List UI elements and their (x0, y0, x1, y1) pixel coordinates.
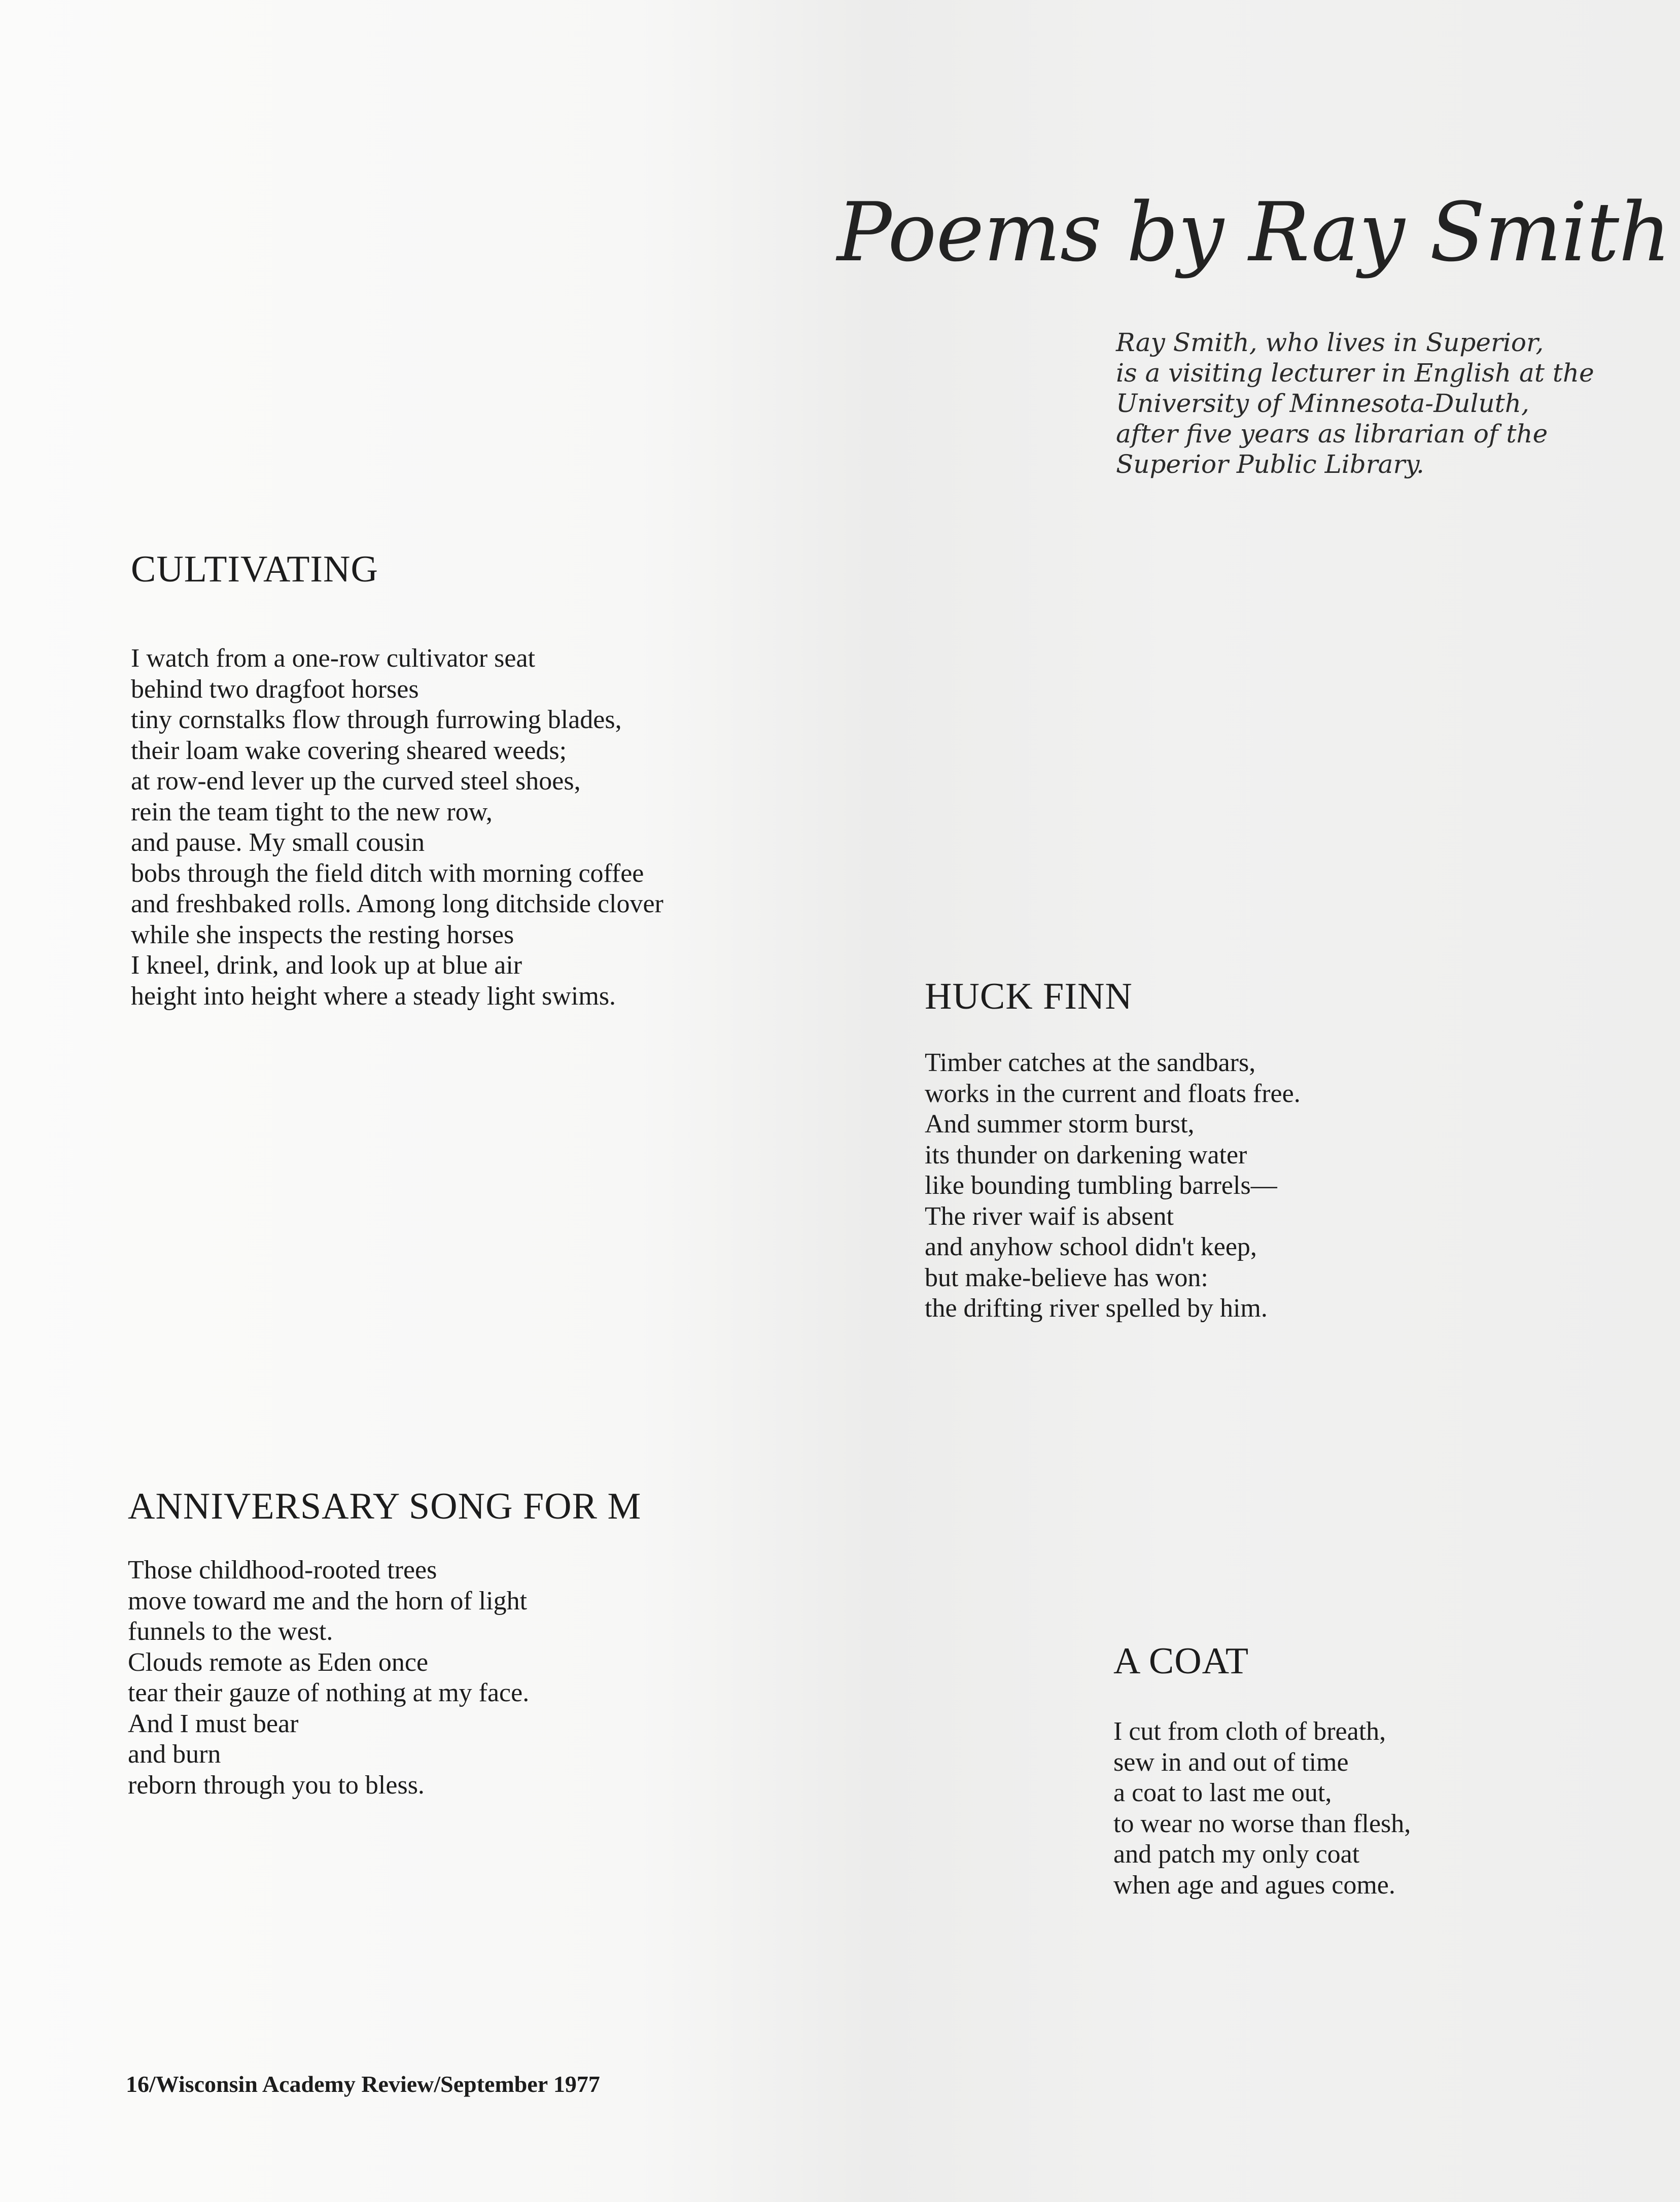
poem-line: sew in and out of time (1113, 1747, 1349, 1777)
page-footer: 16/Wisconsin Academy Review/September 1977 (126, 2071, 600, 2097)
poem-line: Those childhood-rooted trees (128, 1556, 437, 1585)
author-bio (1116, 327, 1594, 479)
poem-line: Clouds remote as Eden once (128, 1647, 429, 1677)
poem-line: The river waif is absent (925, 1201, 1174, 1231)
poem-line: while she inspects the resting horses (131, 920, 514, 949)
poem-line: height into height where a steady light swims. (131, 981, 616, 1011)
poem-line: and freshbaked rolls. Among long ditchside clover (131, 889, 663, 918)
poem-line: and anyhow school didn't keep, (925, 1232, 1257, 1261)
poem-body-huck-finn (925, 1048, 1301, 1324)
poem-line: Timber catches at the sandbars, (925, 1048, 1256, 1077)
bio-line: Superior Public Library. (1116, 450, 1424, 479)
poem-line: I kneel, drink, and look up at blue air (131, 951, 522, 980)
poem-line: And summer storm burst, (925, 1110, 1195, 1139)
poem-line: works in the current and floats free. (925, 1079, 1301, 1108)
poem-line: funnels to the west. (128, 1617, 333, 1646)
poem-line: its thunder on darkening water (925, 1140, 1247, 1169)
poem-body-cultivating (131, 643, 663, 1012)
poem-body-anniversary-song (128, 1555, 529, 1801)
poem-title-cultivating: CULTIVATING (131, 548, 378, 590)
poem-line: tiny cornstalks flow through furrowing blades, (131, 705, 622, 734)
poem-line: to wear no worse than flesh, (1113, 1809, 1411, 1838)
poem-body-a-coat (1113, 1716, 1411, 1901)
bio-line: after five years as librarian of the (1116, 419, 1548, 449)
poem-line: tear their gauze of nothing at my face. (128, 1678, 530, 1707)
poem-line: rein the team tight to the new row, (131, 797, 493, 827)
poem-title-a-coat: A COAT (1113, 1640, 1249, 1682)
bio-line: Ray Smith, who lives in Superior, (1116, 328, 1544, 357)
poem-title-huck-finn: HUCK FINN (925, 976, 1133, 1017)
poem-line: at row-end lever up the curved steel shoes, (131, 767, 581, 796)
poem-line: a coat to last me out, (1113, 1778, 1332, 1807)
poem-line: bobs through the field ditch with morning coffee (131, 858, 644, 888)
poem-line: their loam wake covering sheared weeds; (131, 736, 567, 765)
poem-title-anniversary-song: ANNIVERSARY SONG FOR M (128, 1486, 642, 1527)
poem-line: move toward me and the horn of light (128, 1586, 528, 1615)
page-title: Poems by Ray Smith (837, 185, 1671, 280)
poem-line: and burn (128, 1740, 221, 1769)
bio-line: is a visiting lecturer in English at the (1116, 358, 1594, 388)
poem-line: behind two dragfoot horses (131, 674, 419, 704)
poem-line: I cut from cloth of breath, (1113, 1717, 1386, 1746)
poem-line: but make-believe has won: (925, 1263, 1208, 1292)
poem-line: and patch my only coat (1113, 1840, 1360, 1869)
poem-line: and pause. My small cousin (131, 828, 425, 857)
poem-line: the drifting river spelled by him. (925, 1294, 1268, 1323)
poem-line: I watch from a one-row cultivator seat (131, 644, 536, 673)
bio-line: University of Minnesota-Duluth, (1116, 389, 1529, 418)
poem-line: like bounding tumbling barrels— (925, 1171, 1277, 1200)
poem-line: reborn through you to bless. (128, 1770, 425, 1800)
poem-line: when age and agues come. (1113, 1870, 1395, 1900)
poem-line: And I must bear (128, 1709, 299, 1738)
